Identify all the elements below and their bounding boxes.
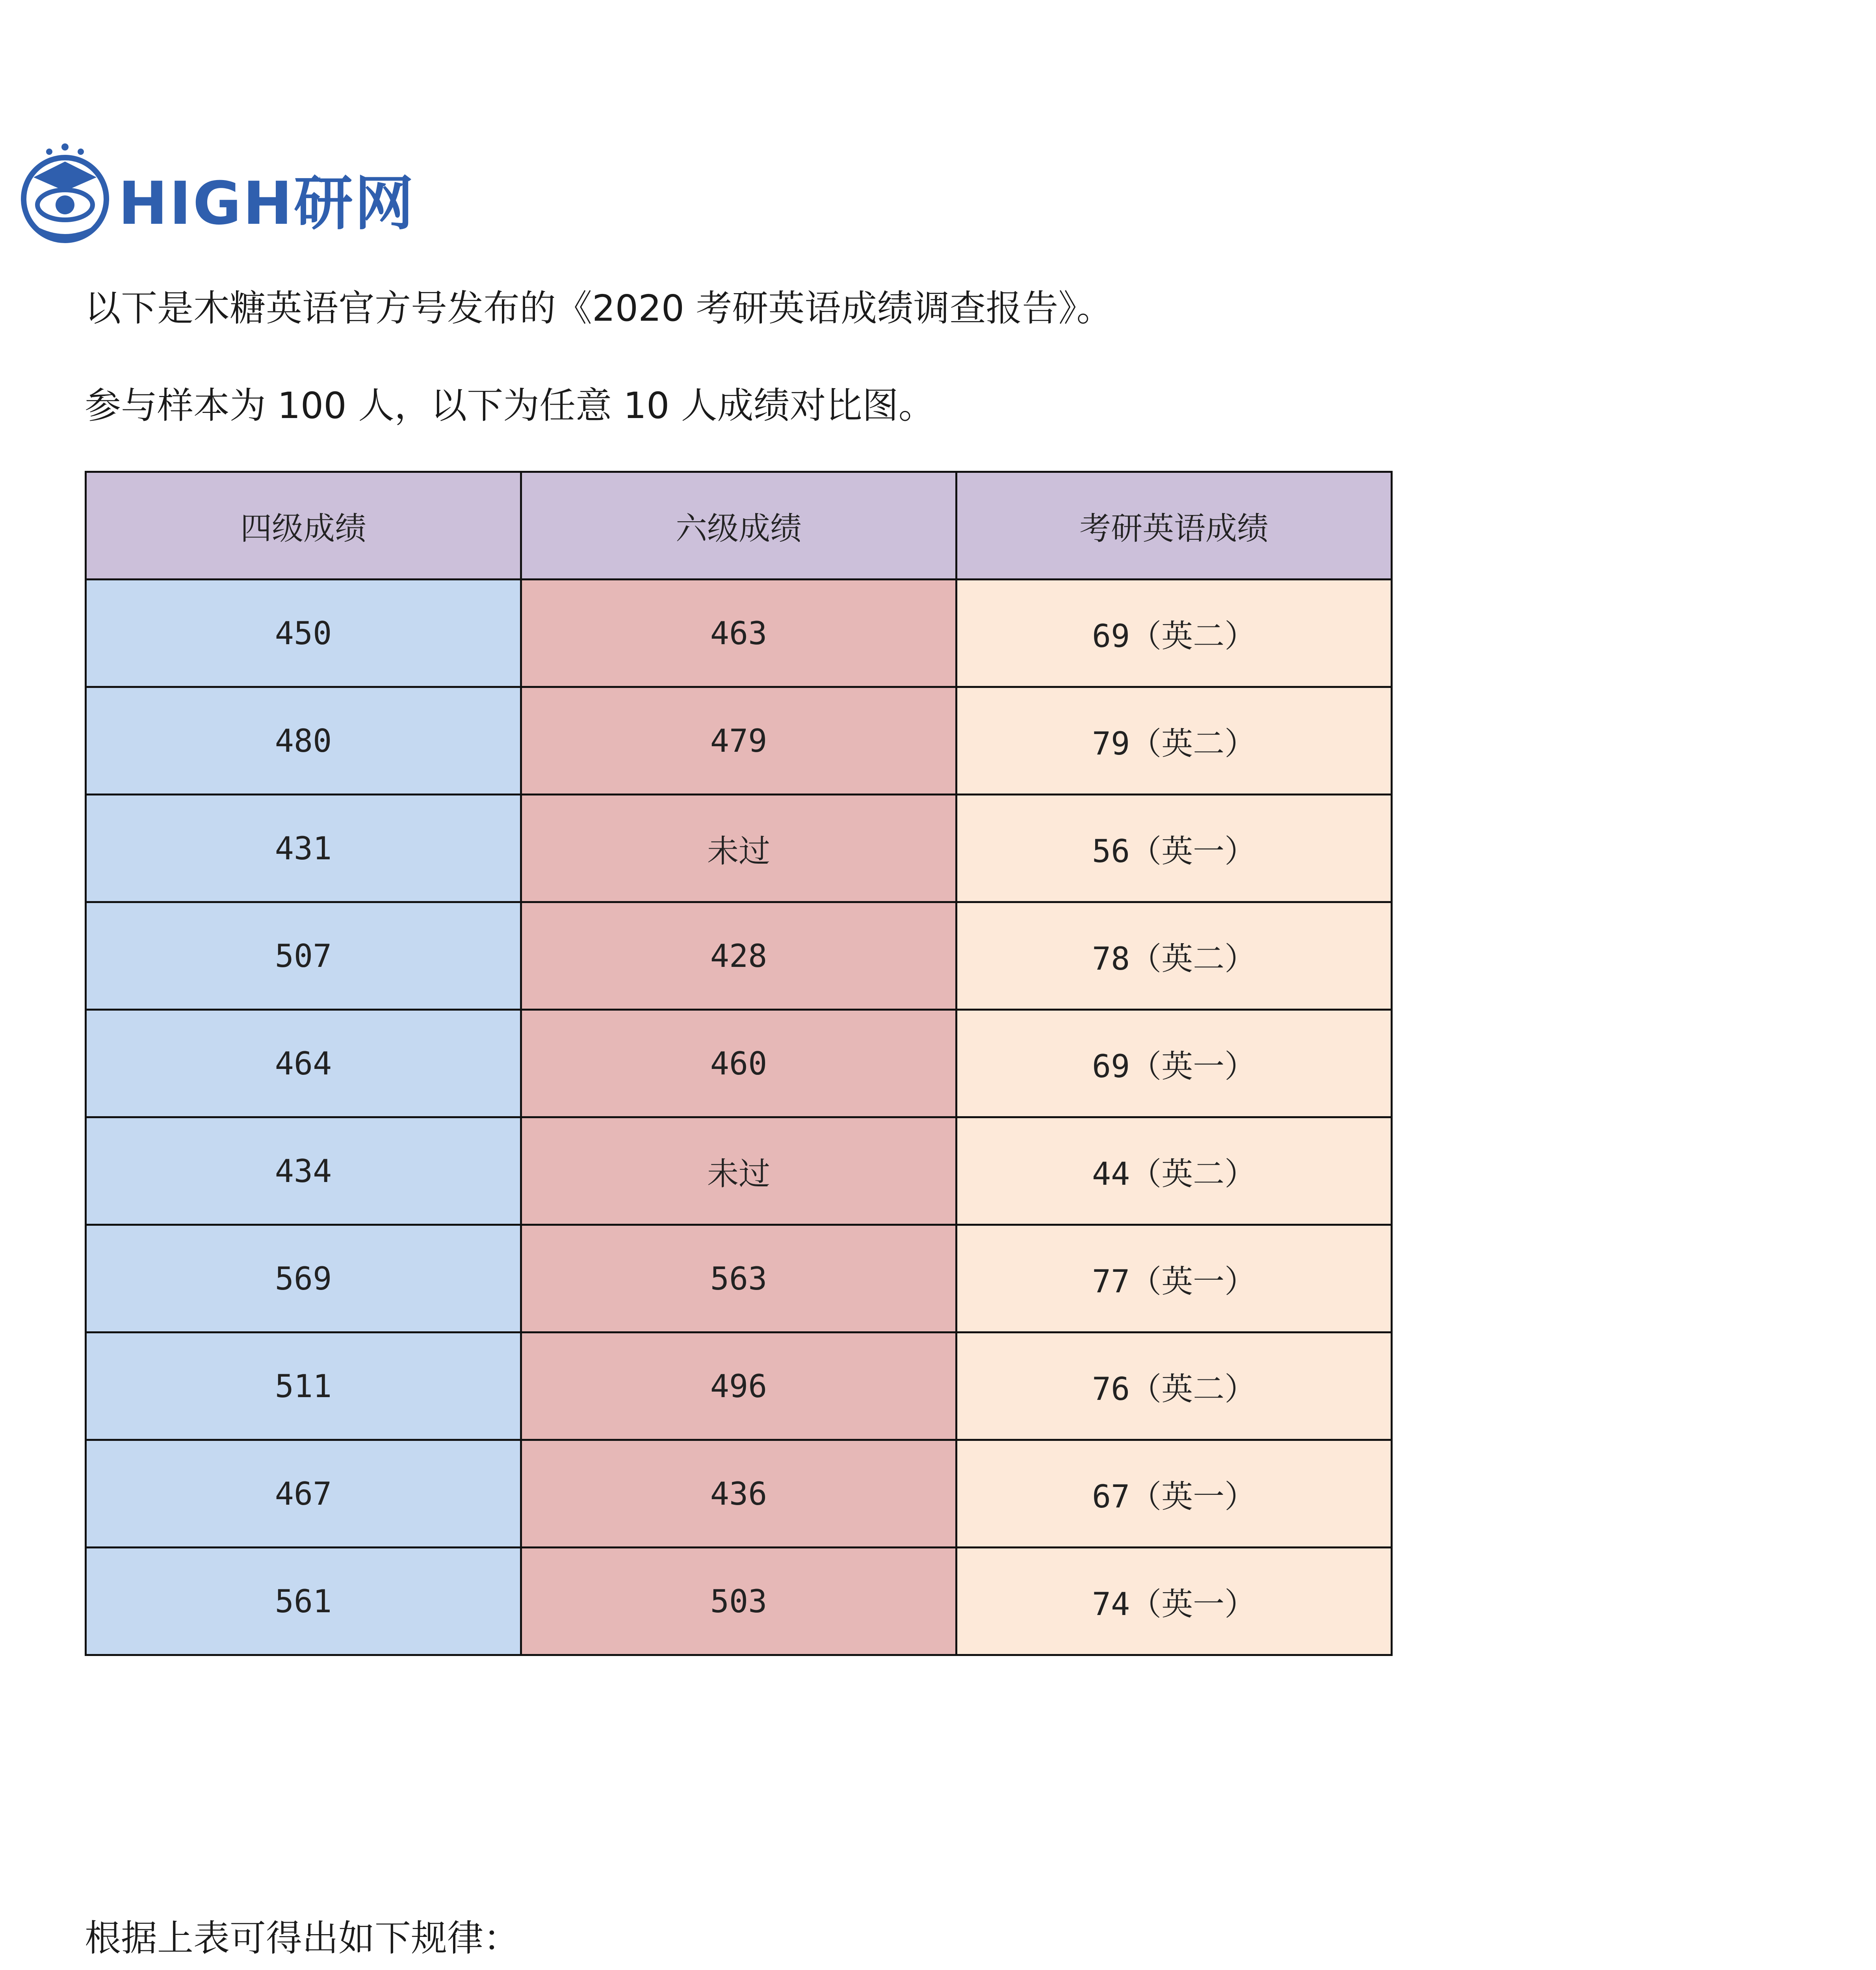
table-row [86, 1440, 1392, 1548]
cell-cet4: 464 [86, 1010, 521, 1117]
cell-cet4: 434 [86, 1117, 521, 1225]
cell-cet6: 428 [521, 902, 957, 1010]
table-row [86, 1548, 1392, 1655]
cell-cet4: 561 [86, 1548, 521, 1655]
cell-cet6: 436 [521, 1440, 957, 1548]
cell-cet6: 496 [521, 1333, 957, 1440]
cell-cet6: 479 [521, 687, 957, 795]
cell-kaoyan: 69（英二） [957, 580, 1392, 687]
cell-kaoyan: 78（英二） [957, 902, 1392, 1010]
graduation-eye-icon [12, 140, 118, 246]
header-cet6: 六级成绩 [521, 472, 957, 580]
cell-kaoyan: 67（英一） [957, 1440, 1392, 1548]
table-row [86, 1225, 1392, 1333]
table-row [86, 1010, 1392, 1117]
cell-cet4: 467 [86, 1440, 521, 1548]
cell-cet6: 460 [521, 1010, 957, 1117]
cell-cet4: 511 [86, 1333, 521, 1440]
cell-cet6: 未过 [521, 1117, 957, 1225]
header-cet4: 四级成绩 [86, 472, 521, 580]
cell-kaoyan: 74（英一） [957, 1548, 1392, 1655]
table-header-row [86, 472, 1392, 580]
cell-cet6: 503 [521, 1548, 957, 1655]
table-row [86, 902, 1392, 1010]
logo [12, 140, 416, 246]
score-comparison-table [85, 471, 1393, 1656]
cell-kaoyan: 77（英一） [957, 1225, 1392, 1333]
cell-cet4: 480 [86, 687, 521, 795]
cell-kaoyan: 69（英一） [957, 1010, 1392, 1117]
intro-line-2: 参与样本为 100 人，以下为任意 10 人成绩对比图。 [85, 385, 935, 427]
table-row [86, 795, 1392, 902]
table-row [86, 580, 1392, 687]
header-kaoyan: 考研英语成绩 [957, 472, 1392, 580]
intro-line-1: 以下是木糖英语官方号发布的《2020 考研英语成绩调查报告》。 [85, 287, 1113, 329]
cell-kaoyan: 44（英二） [957, 1117, 1392, 1225]
table-row [86, 1333, 1392, 1440]
table-row [86, 1117, 1392, 1225]
cell-cet4: 507 [86, 902, 521, 1010]
cell-cet4: 569 [86, 1225, 521, 1333]
cell-kaoyan: 76（英二） [957, 1333, 1392, 1440]
cell-cet4: 431 [86, 795, 521, 902]
cell-cet4: 450 [86, 580, 521, 687]
cell-cet6: 463 [521, 580, 957, 687]
cell-cet6: 未过 [521, 795, 957, 902]
table-row [86, 687, 1392, 795]
conclusion-heading: 根据上表可得出如下规律： [85, 1917, 520, 1959]
logo-text: HIGH研网 [118, 169, 416, 238]
cell-kaoyan: 79（英二） [957, 687, 1392, 795]
cell-kaoyan: 56（英一） [957, 795, 1392, 902]
cell-cet6: 563 [521, 1225, 957, 1333]
